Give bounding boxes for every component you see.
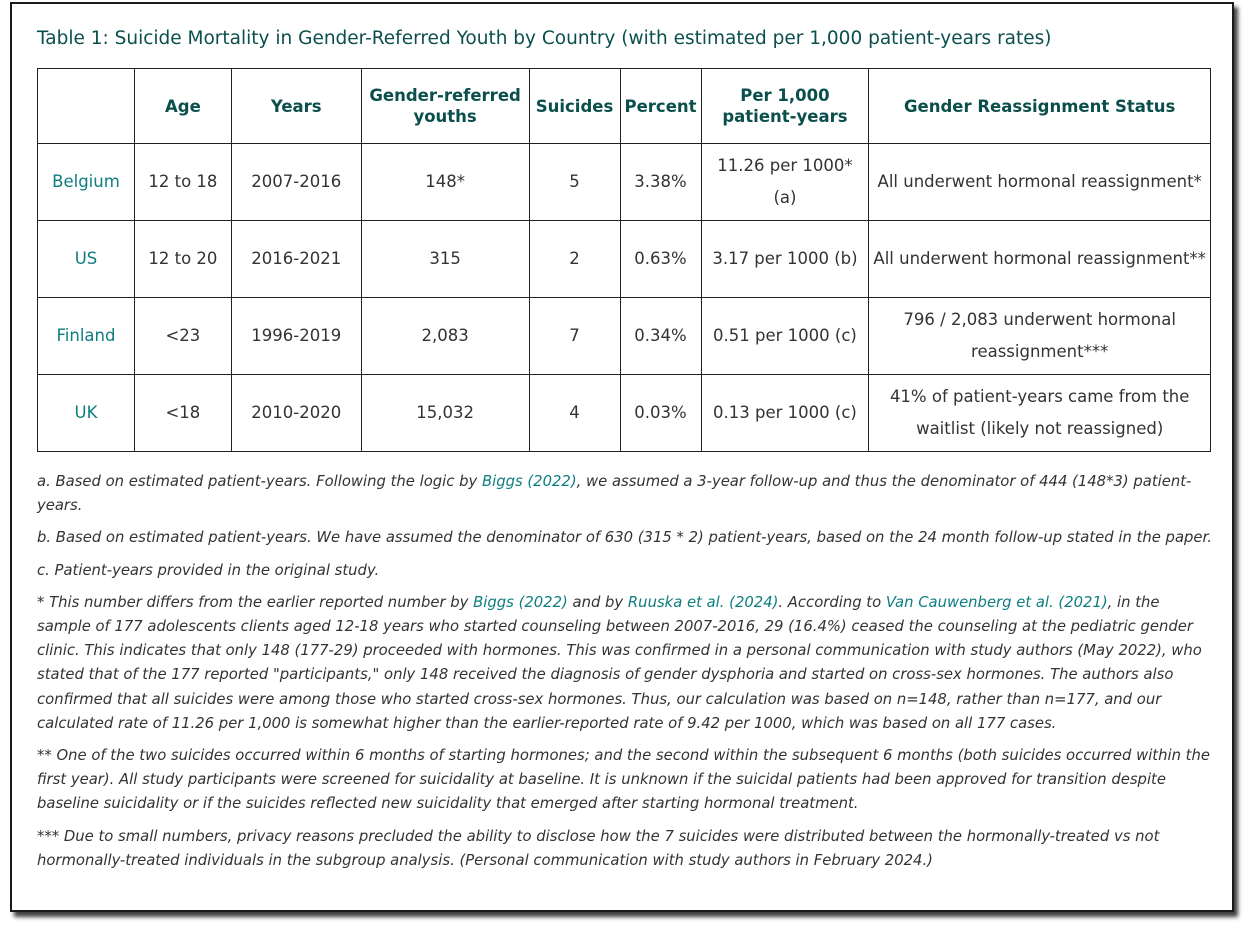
cell-status: All underwent hormonal reassignment** [869,221,1211,298]
cell-age: 12 to 18 [134,144,231,221]
header-country [38,69,135,144]
cell-age: 12 to 20 [134,221,231,298]
suicide-mortality-table [37,68,1211,452]
footnote-single-star [37,591,1217,736]
table-row [38,144,1211,221]
cell-years: 2010-2020 [231,375,361,452]
cell-rate: 0.13 per 1000 (c) [701,375,869,452]
table-row [38,298,1211,375]
header-per-1000-patient-years: Per 1,000 patient-years [701,69,869,144]
cell-years: 2007-2016 [231,144,361,221]
cell-percent: 3.38% [620,144,701,221]
cell-suicides: 4 [529,375,620,452]
document-frame [10,2,1234,912]
country-link-finland[interactable]: Finland [38,298,135,375]
cell-suicides: 5 [529,144,620,221]
link-van-cauwenberg-2021[interactable]: Van Cauwenberg et al. (2021) [885,593,1108,611]
header-percent: Percent [620,69,701,144]
cell-years: 1996-2019 [231,298,361,375]
table-footnotes [37,470,1217,881]
cell-years: 2016-2021 [231,221,361,298]
cell-youths: 2,083 [361,298,529,375]
table-header-row [38,69,1211,144]
header-years: Years [231,69,361,144]
cell-youths: 148* [361,144,529,221]
cell-youths: 315 [361,221,529,298]
link-ruuska-2024[interactable]: Ruuska et al. (2024) [627,593,779,611]
cell-percent: 0.03% [620,375,701,452]
footnote-a-text-start: a. Based on estimated patient-years. Following the logic by [37,473,482,490]
cell-status: 41% of patient-years came from the waitlist (likely not reassigned) [869,375,1211,452]
cell-rate: 11.26 per 1000* (a) [701,144,869,221]
cell-rate: 3.17 per 1000 (b) [701,221,869,298]
table-title: Table 1: Suicide Mortality in Gender-Referred Youth by Country (with estimated per 1,000 patient-years rates) [37,28,1052,49]
cell-status: 796 / 2,083 underwent hormonal reassignment*** [869,298,1211,375]
header-gender-reassignment-status: Gender Reassignment Status [869,69,1211,144]
header-suicides: Suicides [529,69,620,144]
link-biggs-2022[interactable]: Biggs (2022) [481,473,577,490]
footnote-double-star: ** One of the two suicides occurred within 6 months of starting hormones; and the second within the subsequent 6 months (both suicides occurred within the first year). All study participants were screened for suicidality at baseline. It is unknown if the suicidal patients had been approved for transition despite baseline suicidality or if the suicides reflected new suicidality that emerged after starting hormonal treatment. [37,747,1210,813]
footnote-c: c. Patient-years provided in the original study. [37,561,380,579]
footnote-star-text-end: , in the sample of 177 adolescents clients aged 12-18 years who started counseling between 2007-2016, 29 (16.4%) ceased the counseling at the pediatric gender clinic. This indicates that only 148 (177-29) proceeded with hormones. This was confirmed in a personal communication with study authors (May 2022), who stated that of the 177 reported "participants," only 148 received the diagnosis of gender dysphoria and started on cross-sex hormones. The authors also confirmed that all suicides were among those who started cross-sex hormones. Thus, our calculation was based on n=148, rather than n=177, and our calculated rate of 11.26 per 1,000 is somewhat higher than the earlier-reported rate of 9.42 per 1000, which was based on all 177 cases. [37,593,1202,732]
table-row [38,375,1211,452]
country-link-belgium[interactable]: Belgium [38,144,135,221]
footnote-star-text: and by [567,593,628,611]
cell-suicides: 2 [529,221,620,298]
header-gender-referred-youths: Gender-referred youths [361,69,529,144]
footnote-a [37,470,1217,518]
cell-rate: 0.51 per 1000 (c) [701,298,869,375]
cell-age: <23 [134,298,231,375]
country-link-us[interactable]: US [38,221,135,298]
table-row [38,221,1211,298]
footnote-a-text-end: , we assumed a 3-year follow-up and thus the denominator of 444 (148*3) patient-years. [37,473,1192,515]
cell-status: All underwent hormonal reassignment* [869,144,1211,221]
footnote-triple-star: *** Due to small numbers, privacy reasons precluded the ability to disclose how the 7 suicides were distributed between the hormonally-treated vs not hormonally-treated individuals in the subgroup analysis. (Personal communication with study authors in February 2024.) [37,827,1160,869]
link-biggs-2022[interactable]: Biggs (2022) [473,593,568,611]
cell-percent: 0.63% [620,221,701,298]
footnote-star-text: . According to [778,593,886,611]
cell-percent: 0.34% [620,298,701,375]
cell-age: <18 [134,375,231,452]
cell-suicides: 7 [529,298,620,375]
cell-youths: 15,032 [361,375,529,452]
country-link-uk[interactable]: UK [38,375,135,452]
footnote-star-text-start: * This number differs from the earlier reported number by [37,593,474,611]
footnote-b: b. Based on estimated patient-years. We have assumed the denominator of 630 (315 * 2) patient-years, based on the 24 month follow-up stated in the paper. [37,529,1212,547]
header-age: Age [134,69,231,144]
